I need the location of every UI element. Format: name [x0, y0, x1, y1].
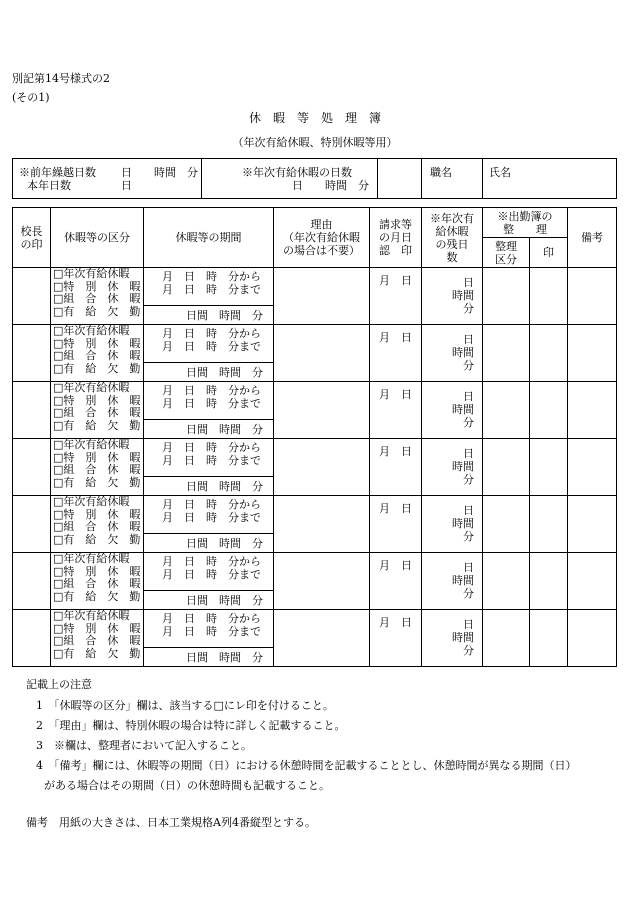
request-date-cell[interactable]: 月 日	[370, 382, 422, 439]
position-cell[interactable]	[422, 159, 483, 199]
period-from: 月 日 時 分から	[162, 555, 261, 568]
leave-type-cell[interactable]	[51, 496, 144, 553]
page-title: 休 暇 等 処 理 簿	[248, 111, 381, 125]
period-from-to-cell[interactable]	[144, 439, 274, 477]
remaining-days-cell[interactable]: 日 時間 分	[422, 268, 483, 325]
period-from: 月 日 時 分から	[162, 441, 261, 454]
remarks-cell[interactable]	[568, 610, 617, 667]
checkbox-annual-leave[interactable]: □年次有給休暇	[53, 609, 130, 622]
table-row	[13, 610, 617, 648]
leave-type-cell[interactable]	[51, 553, 144, 610]
reason-cell[interactable]	[274, 439, 370, 496]
period-duration-cell[interactable]: 日間 時間 分	[144, 363, 274, 382]
checkbox-annual-leave[interactable]: □年次有給休暇	[53, 324, 130, 337]
reason-cell[interactable]	[274, 496, 370, 553]
request-date-cell[interactable]: 月 日	[370, 439, 422, 496]
col-period: 休暇等の期間	[144, 208, 274, 268]
request-date-cell[interactable]: 月 日	[370, 325, 422, 382]
table-row	[13, 553, 617, 591]
request-date-cell[interactable]: 月 日	[370, 553, 422, 610]
annual-leave-label: ※年次有給休暇の日数	[242, 166, 352, 179]
period-from: 月 日 時 分から	[162, 612, 261, 625]
col-attendance: ※出勤簿の 整 理	[483, 208, 568, 238]
period-from: 月 日 時 分から	[162, 498, 261, 511]
arrange-category-cell[interactable]	[483, 553, 530, 610]
annual-leave-units: 日 時間 分	[292, 179, 369, 192]
request-date-cell[interactable]: 月 日	[370, 496, 422, 553]
checkbox-union-leave[interactable]: □組 合 休 暇	[53, 520, 141, 533]
period-to: 月 日 時 分まで	[162, 454, 261, 467]
period-to: 月 日 時 分まで	[162, 625, 261, 638]
checkbox-union-leave[interactable]: □組 合 休 暇	[53, 634, 141, 647]
period-from-to-cell[interactable]	[144, 553, 274, 591]
remarks-cell[interactable]	[568, 439, 617, 496]
prev-days-label: ※前年繰越日数	[19, 166, 96, 179]
period-duration-cell[interactable]: 日間 時間 分	[144, 648, 274, 667]
principal-seal-cell[interactable]	[13, 268, 51, 325]
arrange-category-cell[interactable]	[483, 268, 530, 325]
attendance-seal-cell[interactable]	[530, 610, 568, 667]
checkbox-union-leave[interactable]: □組 合 休 暇	[53, 406, 141, 419]
col-request-date: 請求等 の月日 認 印	[370, 208, 422, 268]
principal-seal-cell[interactable]	[13, 610, 51, 667]
note-2: 2 「理由」欄は、特別休暇の場合は特に詳しく記載すること。	[36, 719, 346, 732]
checkbox-union-leave[interactable]: □組 合 休 暇	[53, 292, 141, 305]
period-to: 月 日 時 分まで	[162, 568, 261, 581]
checkbox-paid-absence[interactable]: □有 給 欠 勤	[53, 361, 141, 375]
principal-seal-cell[interactable]	[13, 382, 51, 439]
reason-cell[interactable]	[274, 610, 370, 667]
checkbox-special-leave[interactable]: □特 別 休 暇	[53, 564, 141, 578]
remaining-days-cell[interactable]: 日 時間 分	[422, 382, 483, 439]
period-duration-cell[interactable]: 日間 時間 分	[144, 591, 274, 610]
period-to: 月 日 時 分まで	[162, 511, 261, 524]
principal-seal-cell[interactable]	[13, 496, 51, 553]
checkbox-paid-absence[interactable]: □有 給 欠 勤	[53, 304, 141, 318]
note-3: 3 ※欄は、整理者において記入すること。	[36, 739, 252, 752]
reason-cell[interactable]	[274, 553, 370, 610]
period-duration-cell[interactable]: 日間 時間 分	[144, 420, 274, 439]
paper-size-remark: 備考 用紙の大きさは、日本工業規格A列4番縦型とする。	[26, 816, 316, 829]
checkbox-special-leave[interactable]: □特 別 休 暇	[53, 450, 141, 464]
checkbox-annual-leave[interactable]: □年次有給休暇	[53, 267, 130, 280]
principal-seal-cell[interactable]	[13, 439, 51, 496]
arrange-category-cell[interactable]	[483, 496, 530, 553]
arrange-category-cell[interactable]	[483, 439, 530, 496]
request-date-cell[interactable]: 月 日	[370, 610, 422, 667]
principal-seal-cell[interactable]	[13, 325, 51, 382]
period-duration-cell[interactable]: 日間 時間 分	[144, 534, 274, 553]
leave-type-cell[interactable]	[51, 325, 144, 382]
checkbox-annual-leave[interactable]: □年次有給休暇	[53, 438, 130, 451]
name-cell[interactable]	[483, 159, 617, 199]
notes-heading: 記載上の注意	[26, 678, 92, 691]
reason-cell[interactable]	[274, 325, 370, 382]
summary-table	[12, 158, 617, 199]
checkbox-special-leave[interactable]: □特 別 休 暇	[53, 393, 141, 407]
period-to: 月 日 時 分まで	[162, 340, 261, 353]
this-year-unit: 日	[121, 179, 132, 192]
leave-table	[12, 207, 617, 667]
period-from-to-cell[interactable]	[144, 325, 274, 363]
checkbox-annual-leave[interactable]: □年次有給休暇	[53, 381, 130, 394]
checkbox-annual-leave[interactable]: □年次有給休暇	[53, 552, 130, 565]
remaining-days-cell[interactable]: 日 時間 分	[422, 610, 483, 667]
col-attendance-seal: 印	[530, 238, 568, 268]
period-to: 月 日 時 分まで	[162, 397, 261, 410]
period-duration-cell[interactable]: 日間 時間 分	[144, 477, 274, 496]
remarks-cell[interactable]	[568, 325, 617, 382]
request-date-cell[interactable]: 月 日	[370, 268, 422, 325]
arrange-category-cell[interactable]	[483, 610, 530, 667]
annual-leave-cell[interactable]	[202, 159, 378, 199]
prev-days-cell[interactable]	[13, 159, 202, 199]
prev-days-units: 日 時間 分	[121, 166, 198, 179]
blank-cell	[378, 159, 422, 199]
note-4b: がある場合はその期間（日）の休憩時間も記載すること。	[44, 779, 330, 792]
period-from-to-cell[interactable]	[144, 496, 274, 534]
note-4a: 4 「備考」欄には、休暇等の期間（日）における休憩時間を記載することとし、休憩時間が異なる期間（日）	[36, 759, 577, 772]
col-principal-seal: 校長の印	[13, 208, 51, 268]
checkbox-paid-absence[interactable]: □有 給 欠 勤	[53, 646, 141, 660]
table-row	[13, 325, 617, 363]
checkbox-union-leave[interactable]: □組 合 休 暇	[53, 577, 141, 590]
table-row	[13, 439, 617, 477]
col-remarks: 備考	[568, 208, 617, 268]
checkbox-special-leave[interactable]: □特 別 休 暇	[53, 336, 141, 350]
period-from-to-cell[interactable]	[144, 610, 274, 648]
checkbox-union-leave[interactable]: □組 合 休 暇	[53, 349, 141, 362]
leave-type-cell[interactable]	[51, 610, 144, 667]
period-duration-cell[interactable]: 日間 時間 分	[144, 306, 274, 325]
table-row	[13, 382, 617, 420]
attendance-seal-cell[interactable]	[530, 553, 568, 610]
checkbox-annual-leave[interactable]: □年次有給休暇	[53, 495, 130, 508]
remaining-days-cell[interactable]: 日 時間 分	[422, 496, 483, 553]
period-from: 月 日 時 分から	[162, 270, 261, 283]
period-from-to-cell[interactable]	[144, 382, 274, 420]
remaining-days-cell[interactable]: 日 時間 分	[422, 439, 483, 496]
period-from-to-cell[interactable]	[144, 268, 274, 306]
reason-cell[interactable]	[274, 268, 370, 325]
checkbox-paid-absence[interactable]: □有 給 欠 勤	[53, 589, 141, 603]
arrange-category-cell[interactable]	[483, 382, 530, 439]
leave-type-cell[interactable]	[51, 268, 144, 325]
col-leave-type: 休暇等の区分	[51, 208, 144, 268]
attendance-seal-cell[interactable]	[530, 496, 568, 553]
remarks-cell[interactable]	[568, 382, 617, 439]
leave-type-cell[interactable]	[51, 439, 144, 496]
period-from: 月 日 時 分から	[162, 384, 261, 397]
remaining-days-cell[interactable]: 日 時間 分	[422, 553, 483, 610]
checkbox-special-leave[interactable]: □特 別 休 暇	[53, 621, 141, 635]
remarks-cell[interactable]	[568, 268, 617, 325]
col-remaining: ※年次有 給休暇 の残日 数	[422, 208, 483, 268]
attendance-seal-cell[interactable]	[530, 268, 568, 325]
table-row	[13, 268, 617, 306]
period-from: 月 日 時 分から	[162, 327, 261, 340]
attendance-seal-cell[interactable]	[530, 325, 568, 382]
col-reason: 理由 （年次有給休暇 の場合は不要）	[274, 208, 370, 268]
name-label: 氏名	[489, 166, 511, 179]
table-row	[13, 496, 617, 534]
principal-seal-cell[interactable]	[13, 553, 51, 610]
remaining-days-cell[interactable]: 日 時間 分	[422, 325, 483, 382]
this-year-label: 本年日数	[27, 179, 71, 192]
checkbox-paid-absence[interactable]: □有 給 欠 勤	[53, 418, 141, 432]
period-to: 月 日 時 分まで	[162, 283, 261, 296]
reason-cell[interactable]	[274, 382, 370, 439]
remarks-cell[interactable]	[568, 496, 617, 553]
col-arrange-category: 整理 区分	[483, 238, 530, 268]
note-1: 1 「休暇等の区分」欄は、該当する□にレ印を付けること。	[36, 699, 334, 712]
attendance-seal-cell[interactable]	[530, 439, 568, 496]
attendance-seal-cell[interactable]	[530, 382, 568, 439]
position-label: 職名	[430, 166, 452, 179]
arrange-category-cell[interactable]	[483, 325, 530, 382]
checkbox-union-leave[interactable]: □組 合 休 暇	[53, 463, 141, 476]
remarks-cell[interactable]	[568, 553, 617, 610]
form-number: 別記第14号様式の2	[12, 72, 110, 85]
checkbox-special-leave[interactable]: □特 別 休 暇	[53, 507, 141, 521]
leave-type-cell[interactable]	[51, 382, 144, 439]
page-subtitle: （年次有給休暇、特別休暇等用）	[232, 136, 398, 149]
form-sub: (その1)	[12, 91, 50, 104]
checkbox-special-leave[interactable]: □特 別 休 暇	[53, 279, 141, 293]
checkbox-paid-absence[interactable]: □有 給 欠 勤	[53, 475, 141, 489]
checkbox-paid-absence[interactable]: □有 給 欠 勤	[53, 532, 141, 546]
